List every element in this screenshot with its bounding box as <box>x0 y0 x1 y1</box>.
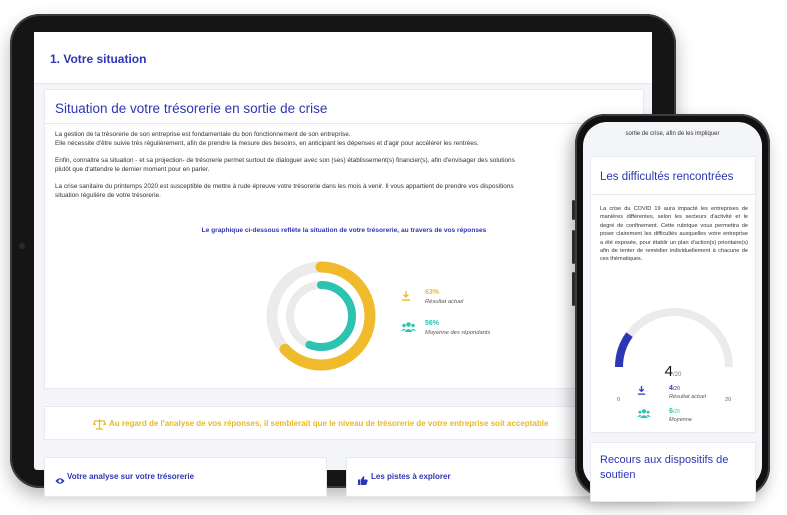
gauge-readout <box>591 363 755 381</box>
download-icon <box>637 386 649 397</box>
legend-unit: /20 <box>672 409 680 415</box>
leads-link[interactable]: Les pistes à explorer <box>371 472 451 481</box>
users-icon <box>401 322 413 334</box>
legend-number: 4 <box>669 385 673 392</box>
card-title: Situation de votre trésorerie en sortie de crise <box>55 101 328 116</box>
tablet-screen <box>34 32 652 481</box>
result-banner <box>44 406 644 440</box>
divider <box>591 194 755 195</box>
analysis-card[interactable] <box>44 457 327 497</box>
legend-label: Résultat actuel <box>425 299 464 305</box>
divider <box>45 123 643 124</box>
eye-icon <box>55 472 65 490</box>
donut-chart <box>265 260 377 372</box>
phone-device <box>575 114 770 497</box>
scrolled-text: sortie de crise, afin de les impliquer <box>625 131 720 137</box>
legend-value: 56% <box>425 320 440 327</box>
legend-number: 6 <box>669 408 673 415</box>
legend-label: Moyenne des répondants <box>425 330 491 336</box>
thumbs-up-icon <box>358 472 368 490</box>
legend-label: Résultat actuel <box>669 394 707 400</box>
paragraph-line: La gestion de la trésorerie de son entreprise est fondamentale du bon fonctionnement de son entreprise. <box>55 131 351 138</box>
banner-text: Au regard de l'analyse de vos réponses, il semblerait que le niveau de trésorerie de votre entreprise soit acceptable <box>109 419 549 428</box>
legend-value <box>669 385 680 392</box>
analysis-link[interactable]: Votre analyse sur votre trésorerie <box>67 472 195 481</box>
phone-side-button <box>572 200 575 220</box>
phone-screen <box>583 122 762 489</box>
users-icon <box>637 409 649 420</box>
gauge-max-label: /20 <box>673 372 682 378</box>
paragraph-line: plutôt que d'attendre le dernier moment pour en parler. <box>55 166 210 173</box>
paragraph-line: situation régulière de votre trésorerie. <box>55 192 161 199</box>
card-title: Les difficultés rencontrées <box>600 171 734 183</box>
support-card[interactable] <box>590 442 756 502</box>
tablet-camera <box>19 243 25 249</box>
gauge-min: 0 <box>617 397 621 403</box>
section-title: 1. Votre situation <box>50 52 147 66</box>
download-icon <box>401 291 413 303</box>
gauge-track <box>619 312 729 367</box>
legend-value <box>669 408 680 415</box>
card-paragraph: La crise du COVID 19 aura impacté les entreprises de manières différentes, selon les secteurs d'activité et le degré de confinement. Cette rubrique vous permettra de poser clairement les difficultés auxquelles votre entreprise a été exposée, pour établir un plan d'action(s) prioritaire(s) afin de tenter de remédier individuellement à chacune de ces thématiques. <box>600 206 748 263</box>
paragraph-line: Elle nécessite d'être suivie très régulièrement, afin de prendre la mesure des besoins, en anticipant les dépenses et d'agir pour accélérer les rentrées. <box>55 140 479 147</box>
phone-side-button <box>572 230 575 264</box>
phone-side-button <box>572 272 575 306</box>
paragraph-line: Enfin, connaitre sa situation - et sa projection- de trésorerie permet surtout de dialoguer avec son (ses) établissement(s) financier(s), afin d'envisager des solutions <box>55 157 515 164</box>
graph-caption: Le graphique ci-dessous reflète la situation de votre trésorerie, au travers de vos réponses <box>201 227 487 234</box>
gauge-max: 20 <box>725 397 732 403</box>
legend-unit: /20 <box>672 386 680 392</box>
legend-label: Moyenne <box>669 417 693 423</box>
scale-icon <box>93 417 106 435</box>
card-title: Recours aux dispositifs de soutien <box>600 454 729 481</box>
legend-value: 63% <box>425 289 440 296</box>
section-header <box>34 32 652 84</box>
paragraph-line: La crise sanitaire du printemps 2020 est susceptible de mettre à rude épreuve votre trésorerie dans les mois à venir. Il vous appartient de prendre vos dispositions <box>55 183 514 190</box>
treasury-card <box>44 89 644 389</box>
gauge-value: 4 <box>664 363 673 380</box>
